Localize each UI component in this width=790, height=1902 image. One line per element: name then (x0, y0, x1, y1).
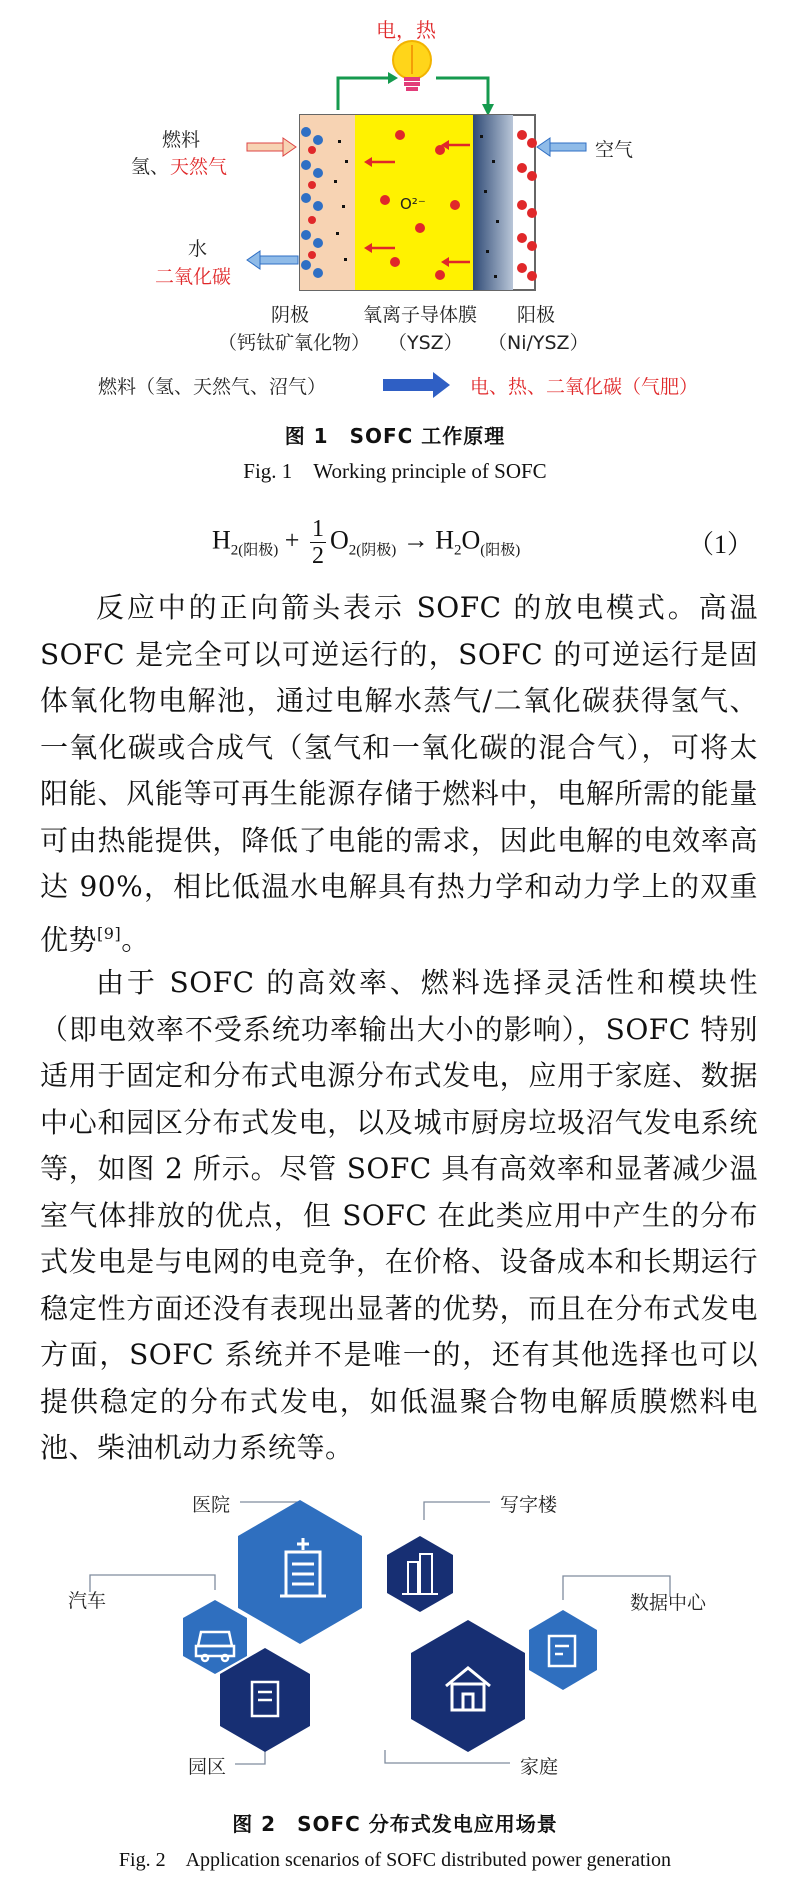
label-car: 汽车 (68, 1590, 107, 1612)
car-hex (183, 1600, 247, 1674)
paragraph-1 (40, 585, 758, 963)
paragraph-2 (40, 960, 758, 1472)
eq-h2o-h: H (435, 525, 455, 555)
eq-plus: + (284, 525, 300, 555)
fuel-natural-gas-label: 天然气 (170, 156, 228, 178)
citation-9[interactable]: [9] (97, 923, 122, 943)
datacenter-hex (529, 1610, 597, 1690)
flow-input-label: 燃料（氢、天然气、沼气） (98, 376, 327, 398)
figure-1 (0, 0, 790, 425)
home-hex (411, 1620, 525, 1752)
eq-frac-den: 2 (311, 543, 324, 569)
eq-frac-num: 1 (311, 516, 324, 542)
paragraph-1-end: 。 (121, 922, 150, 956)
membrane-material-label: （YSZ） (388, 332, 463, 354)
figure-2 (0, 1480, 790, 1800)
fuel-hydrogen-label: 氢、 (131, 156, 170, 178)
eq-h2o-sub1: 2 (454, 542, 462, 559)
exhaust-out-arrow (247, 251, 298, 269)
eq-o2-sub: 2(阴极) (348, 542, 397, 559)
paragraph-2-text: 由于 SOFC 的高效率、燃料选择灵活性和模块性（即电效率不受系统功率输出大小的影响），SOFC 特别适用于固定和分布式电源分布式发电，应用于家庭、数据中心和园区分布式发电，以及城市厨房垃圾沼气发电系统等，如图 2 所示。尽管 SOFC 具有高效率和显著减少温室气体排放的优点，但 SOFC 在此类应用中产生的分布式发电是与电网的电竞争，在价格、设备成本和长期运行稳定性方面还没有表现出显著的优势，而且在分布式发电方面，SOFC 系统并不是唯一的，还有其他选择也可以提供稳定的分布式发电，如低温聚合物电解质膜燃料电池、柴油机动力系统等。 (40, 966, 758, 1464)
eq-h2: H (212, 525, 231, 555)
anode-material-label: （Ni/YSZ） (488, 332, 589, 354)
air-in-arrow (537, 138, 586, 156)
flow-output-label: 电、热、二氧化碳（气肥） (470, 376, 699, 398)
figure-2-caption-en: Fig. 2 Application scenarios of SOFC distributed power generation (118, 1849, 672, 1871)
circuit-arrow-left (388, 72, 398, 84)
air-label: 空气 (595, 139, 634, 161)
label-park: 园区 (188, 1756, 227, 1778)
sofc-diagram (0, 0, 790, 425)
eq-arrow: → (402, 525, 429, 555)
membrane-label: 氧离子导体膜 (363, 304, 478, 326)
oxide-ion-label: O²⁻ (400, 195, 426, 213)
cathode-layer (473, 115, 513, 290)
eq-h2o-o: O (461, 525, 481, 555)
cathode-label: 阴极 (271, 304, 310, 326)
figure-2-caption-zh: 图 2 SOFC 分布式发电应用场景 (232, 1812, 558, 1836)
equation-number: （1） (688, 530, 754, 559)
cathode-material-label: （钙钛矿氧化物） (218, 332, 371, 354)
label-home: 家庭 (520, 1756, 559, 1778)
water-label: 水 (188, 238, 208, 260)
eq-fraction (310, 516, 326, 569)
power-heat-label: 电，热 (376, 18, 436, 42)
label-datacenter: 数据中心 (630, 1592, 707, 1614)
figure-1-caption-en: Fig. 1 Working principle of SOFC (243, 459, 547, 483)
equation-1 (0, 510, 790, 580)
label-office: 写字楼 (500, 1494, 558, 1516)
fuel-label: 燃料 (162, 129, 201, 151)
flow-arrow (383, 372, 450, 398)
eq-h2o-sub2: (阳极) (480, 542, 521, 559)
label-hospital: 医院 (192, 1494, 231, 1516)
scenario-diagram (0, 1480, 790, 1800)
equation-body (212, 516, 520, 569)
figure-1-caption-zh: 图 1 SOFC 工作原理 (284, 424, 506, 448)
eq-h2-sub: 2(阳极) (230, 542, 279, 559)
eq-o2: O (329, 525, 349, 555)
fuel-in-arrow (247, 138, 296, 156)
anode-label: 阳极 (517, 304, 556, 326)
hospital-hex (238, 1500, 362, 1644)
light-bulb-icon (393, 41, 431, 91)
paragraph-1-text: 反应中的正向箭头表示 SOFC 的放电模式。高温 SOFC 是完全可以可逆运行的，SOFC 的可逆运行是固体氧化物电解池，通过电解水蒸气/二氧化碳获得氢气、一氧化碳或合成气（氢气和一氧化碳的混合气），可将太阳能、风能等可再生能源存储于燃料中，电解所需的能量可由热能提供，降低了电能的需求，因此电解的电效率高达 90%，相比低温水电解具有热力学和动力学上的双重优势 (40, 591, 758, 956)
co2-label: 二氧化碳 (155, 266, 232, 288)
